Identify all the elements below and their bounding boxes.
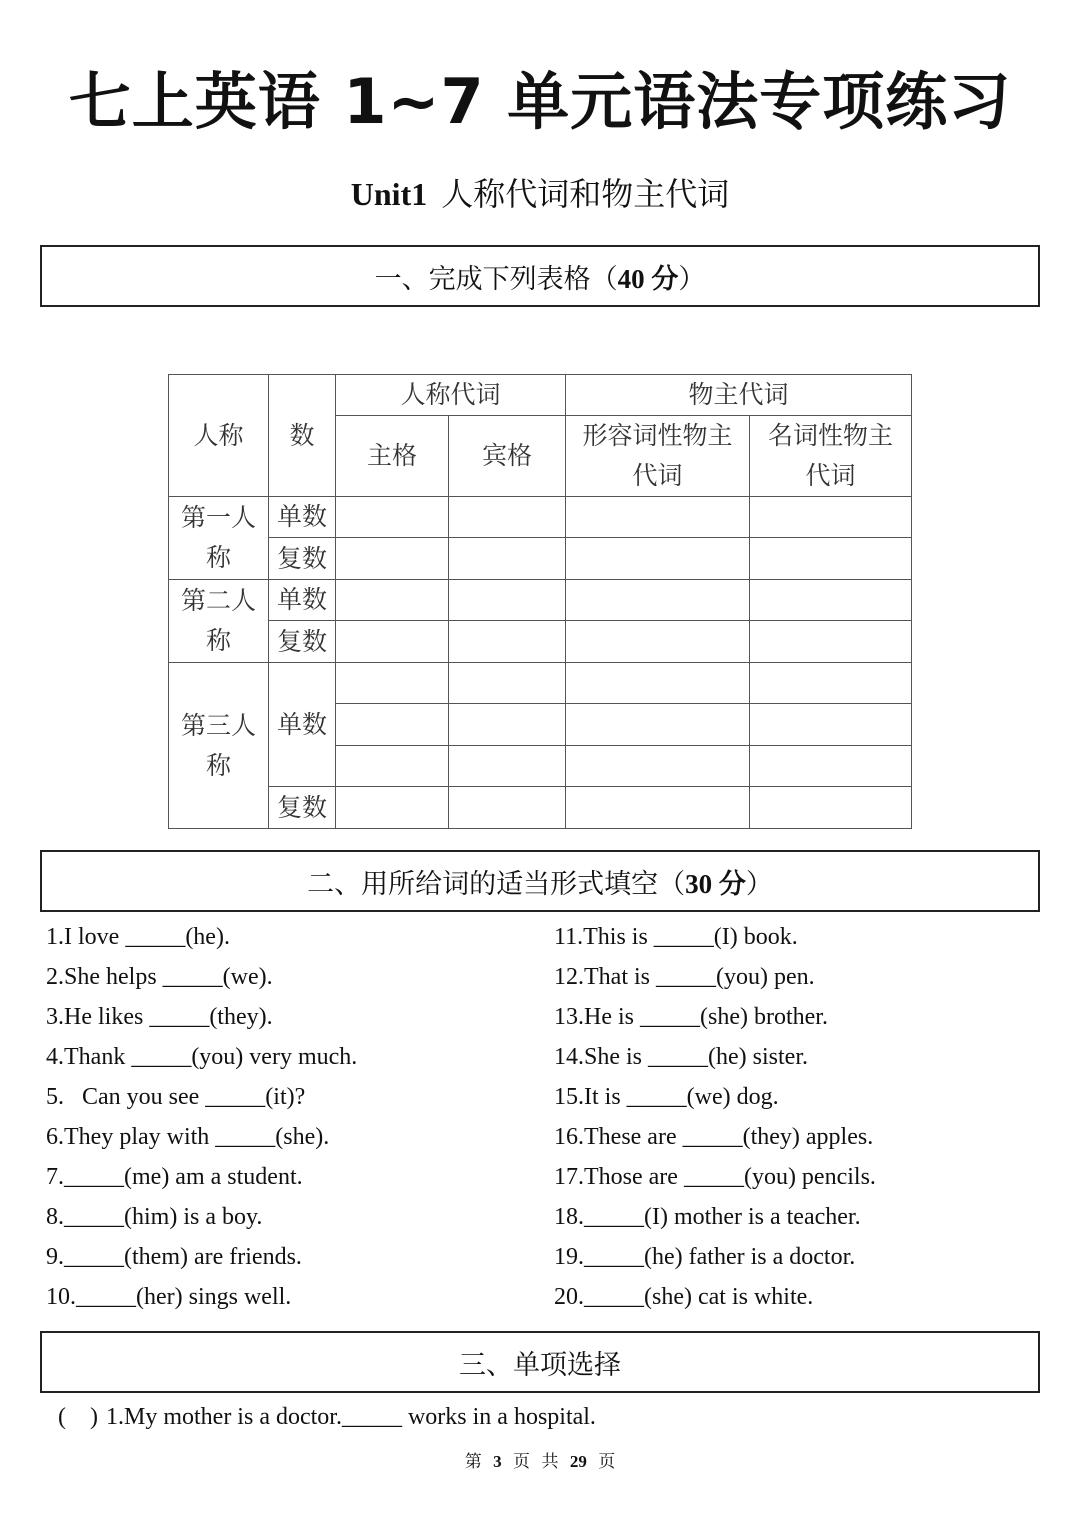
blank-cell[interactable]: [750, 497, 912, 538]
section-2-header: [40, 850, 1040, 912]
blank-cell[interactable]: [336, 538, 449, 580]
blank-cell[interactable]: [566, 497, 750, 538]
blank-cell[interactable]: [566, 580, 750, 621]
blank-cell[interactable]: [449, 497, 566, 538]
exercise-item: 20._____(she) cat is white.: [554, 1284, 814, 1310]
exercise-item: 11.This is _____(I) book.: [554, 924, 798, 950]
exercise-item: 15.It is _____(we) dog.: [554, 1084, 779, 1110]
answer-parentheses[interactable]: ( ): [58, 1404, 98, 1430]
blank-cell[interactable]: [566, 746, 750, 787]
total-pages: 29: [569, 1452, 587, 1471]
header-subject-case: 主格: [336, 416, 449, 497]
number-singular: 单数: [269, 663, 336, 787]
exercise-item: 3.He likes _____(they).: [46, 1004, 273, 1030]
exercise-item: 19._____(he) father is a doctor.: [554, 1244, 856, 1270]
number-singular: 单数: [269, 497, 336, 538]
blank-cell[interactable]: [449, 746, 566, 787]
header-possessive-pronoun: 物主代词: [566, 375, 912, 416]
unit-label: Unit1: [350, 176, 428, 212]
number-singular: 单数: [269, 580, 336, 621]
question-text: 1.My mother is a doctor._____ works in a hospital.: [105, 1404, 596, 1430]
blank-cell[interactable]: [750, 663, 912, 704]
blank-cell[interactable]: [750, 746, 912, 787]
fill-in-left-column: [46, 917, 357, 1317]
blank-cell[interactable]: [449, 538, 566, 580]
section-2-close: ）: [745, 868, 773, 900]
header-adjective-possessive: 形容词性物主 代词: [566, 416, 750, 497]
exercise-item: 18._____(I) mother is a teacher.: [554, 1204, 861, 1230]
section-1-points: 40 分: [617, 263, 679, 294]
exercise-item: 8._____(him) is a boy.: [46, 1204, 263, 1230]
exercise-item: 6.They play with _____(she).: [46, 1124, 330, 1150]
exercise-item: 17.Those are _____(you) pencils.: [554, 1164, 876, 1190]
blank-cell[interactable]: [336, 704, 449, 746]
exercise-item: 16.These are _____(they) apples.: [554, 1124, 874, 1150]
exercise-item: 7._____(me) am a student.: [46, 1164, 303, 1190]
blank-cell[interactable]: [566, 787, 750, 829]
header-person: 人称: [169, 375, 269, 497]
row-second-person: 第二人 称: [169, 580, 269, 663]
footer-prefix: 第: [464, 1452, 482, 1472]
pronoun-table: [168, 374, 912, 829]
header-noun-possessive: 名词性物主 代词: [750, 416, 912, 497]
blank-cell[interactable]: [336, 580, 449, 621]
header-object-case: 宾格: [449, 416, 566, 497]
blank-cell[interactable]: [449, 621, 566, 663]
blank-cell[interactable]: [449, 663, 566, 704]
exercise-item: 9._____(them) are friends.: [46, 1244, 302, 1270]
multiple-choice-question: [58, 1397, 596, 1437]
unit-topic: 人称代词和物主代词: [441, 175, 730, 213]
row-third-person: 第三人 称: [169, 663, 269, 829]
section-2-points: 30 分: [685, 868, 746, 899]
page-title: 七上英语 1~7 单元语法专项练习: [68, 65, 1012, 138]
blank-cell[interactable]: [449, 580, 566, 621]
section-1-title: 一、完成下列表格（: [374, 263, 618, 295]
blank-cell[interactable]: [449, 787, 566, 829]
blank-cell[interactable]: [566, 704, 750, 746]
blank-cell[interactable]: [566, 663, 750, 704]
exercise-item: 10._____(her) sings well.: [46, 1284, 292, 1310]
header-personal-pronoun: 人称代词: [336, 375, 566, 416]
exercise-item: 2.She helps _____(we).: [46, 964, 273, 990]
row-first-person: 第一人 称: [169, 497, 269, 580]
number-plural: 复数: [269, 538, 336, 580]
fill-in-right-column: [554, 917, 876, 1317]
exercise-item: 12.That is _____(you) pen.: [554, 964, 815, 990]
blank-cell[interactable]: [336, 663, 449, 704]
blank-cell[interactable]: [750, 787, 912, 829]
blank-cell[interactable]: [750, 621, 912, 663]
blank-cell[interactable]: [750, 704, 912, 746]
blank-cell[interactable]: [449, 704, 566, 746]
blank-cell[interactable]: [336, 621, 449, 663]
exercise-item: 14.She is _____(he) sister.: [554, 1044, 808, 1070]
blank-cell[interactable]: [336, 497, 449, 538]
section-2-title: 二、用所给词的适当形式填空（: [307, 868, 686, 900]
section-3-title: 三、单项选择: [459, 1349, 621, 1381]
section-1-close: ）: [678, 263, 706, 295]
blank-cell[interactable]: [750, 580, 912, 621]
exercise-item: 13.He is _____(she) brother.: [554, 1004, 828, 1030]
blank-cell[interactable]: [566, 621, 750, 663]
number-plural: 复数: [269, 787, 336, 829]
blank-cell[interactable]: [750, 538, 912, 580]
unit-heading: [0, 170, 1080, 218]
exercise-item: 4.Thank _____(you) very much.: [46, 1044, 358, 1070]
page-footer: [0, 1448, 1080, 1476]
footer-suffix: 页: [598, 1452, 616, 1472]
section-1-header: [40, 245, 1040, 307]
blank-cell[interactable]: [336, 746, 449, 787]
current-page-number: 3: [493, 1452, 502, 1471]
section-3-header: [40, 1331, 1040, 1393]
footer-middle: 页 共: [513, 1452, 559, 1472]
exercise-item: 5. Can you see _____(it)?: [46, 1084, 306, 1110]
blank-cell[interactable]: [566, 538, 750, 580]
exercise-item: 1.I love _____(he).: [46, 924, 230, 950]
header-number: 数: [269, 375, 336, 497]
blank-cell[interactable]: [336, 787, 449, 829]
number-plural: 复数: [269, 621, 336, 663]
